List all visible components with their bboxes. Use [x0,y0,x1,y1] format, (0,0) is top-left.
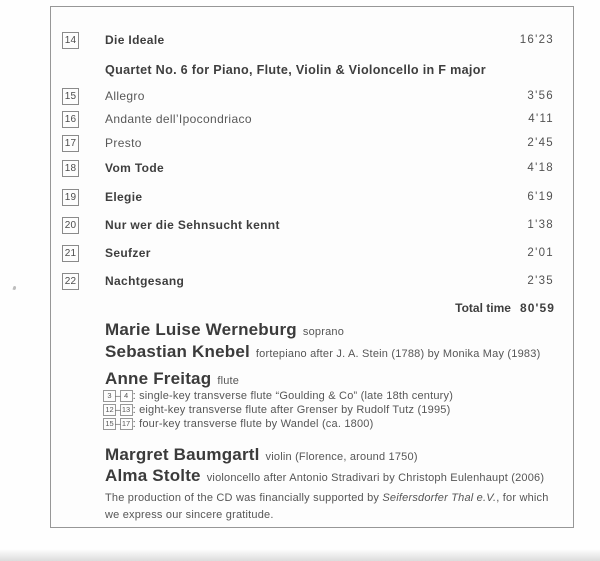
track-title: Die Ideale [105,33,165,47]
track-time: 4'18 [527,162,554,174]
performer-role: flute [217,375,240,387]
track-number: 19 [64,191,77,203]
track-time: 16'23 [519,34,554,46]
track-number-box [62,88,79,105]
track-number-box [62,217,79,234]
track-row [62,244,554,262]
track-time: 3'56 [527,90,554,102]
performer-role: violoncello after Antonio Stradivari by Christoph Eulenhaupt (2006) [206,472,545,484]
performer-name: Marie Luise Werneburg [105,320,297,339]
footer-note [105,490,560,523]
track-number: 16 [64,113,77,125]
performer-row [105,445,418,465]
track-row [62,272,554,290]
track-ref-box: 17 [120,418,133,430]
track-number: 21 [64,247,77,259]
track-number-box [62,160,79,177]
performer-role: soprano [302,326,345,338]
track-row [62,216,554,234]
track-ref-box: 3 [103,390,116,402]
track-row [62,188,554,206]
track-row [62,110,554,128]
track-ref-box: 12 [103,404,116,416]
track-time: 6'19 [527,191,554,203]
performer-row [105,320,344,340]
note-desc: : four-key transverse flute by Wandel (ca. 1800) [132,418,374,430]
track-title: Presto [105,136,142,150]
track-title: Nur wer die Sehnsucht kennt [105,218,280,232]
section-heading: Quartet No. 6 for Piano, Flute, Violin & Violoncello in F major [105,63,486,77]
track-number-box [62,273,79,290]
track-ref-box: 13 [120,404,133,416]
track-title: Elegie [105,190,143,204]
track-number: 18 [64,162,77,174]
track-title: Seufzer [105,246,151,260]
track-number: 15 [64,90,77,102]
performer-role: violin (Florence, around 1750) [265,451,418,463]
performer-name: Sebastian Knebel [105,342,250,361]
track-row [62,134,554,152]
range-dash: – [115,390,121,402]
track-number-box [62,135,79,152]
performer-row [105,342,540,362]
track-time: 1'38 [527,219,554,231]
footer-text-after: , for which we express our sincere gratitude. [105,492,549,521]
track-row [62,87,554,105]
performer-row [105,466,544,486]
scan-speck-artifact [13,286,17,291]
track-title: Vom Tode [105,161,165,175]
performer-name: Margret Baumgartl [105,445,260,464]
track-number-box [62,32,79,49]
track-title: Nachtgesang [105,274,185,288]
track-ref-box: 15 [103,418,116,430]
range-dash: – [115,404,121,416]
track-time: 2'45 [527,137,554,149]
performer-role: fortepiano after J. A. Stein (1788) by Monika May (1983) [255,348,541,360]
track-title: Andante dell’Ipocondriaco [105,112,252,126]
performer-name: Alma Stolte [105,466,201,485]
performer-name: Anne Freitag [105,369,212,388]
track-number: 14 [64,34,77,46]
track-number: 20 [64,219,77,231]
flute-note [103,418,373,430]
total-time-value: 80'59 [519,301,555,315]
track-number: 22 [64,275,77,287]
track-row [62,159,554,177]
flute-note [103,404,450,416]
track-title: Allegro [105,89,145,103]
performer-row [105,369,239,389]
track-number-box [62,189,79,206]
track-row [62,31,554,49]
track-number: 17 [64,137,77,149]
total-time-label: Total time [455,301,511,315]
track-number-box [62,245,79,262]
total-time [455,301,555,315]
track-time: 2'01 [527,247,554,259]
footer-text-italic: Seifersdorfer Thal e.V. [382,492,497,504]
track-ref-box: 4 [120,390,133,402]
note-desc: : eight-key transverse flute after Grenser by Rudolf Tutz (1995) [132,404,451,416]
note-desc: : single-key transverse flute “Goulding & Co” (late 18th century) [132,390,454,402]
track-time: 2'35 [527,275,554,287]
footer-text-before: The production of the CD was financially supported by [105,492,383,504]
flute-note [103,390,453,402]
bottom-scan-shade [0,549,600,561]
track-number-box [62,111,79,128]
track-time: 4'11 [528,113,554,125]
range-dash: – [115,418,121,430]
